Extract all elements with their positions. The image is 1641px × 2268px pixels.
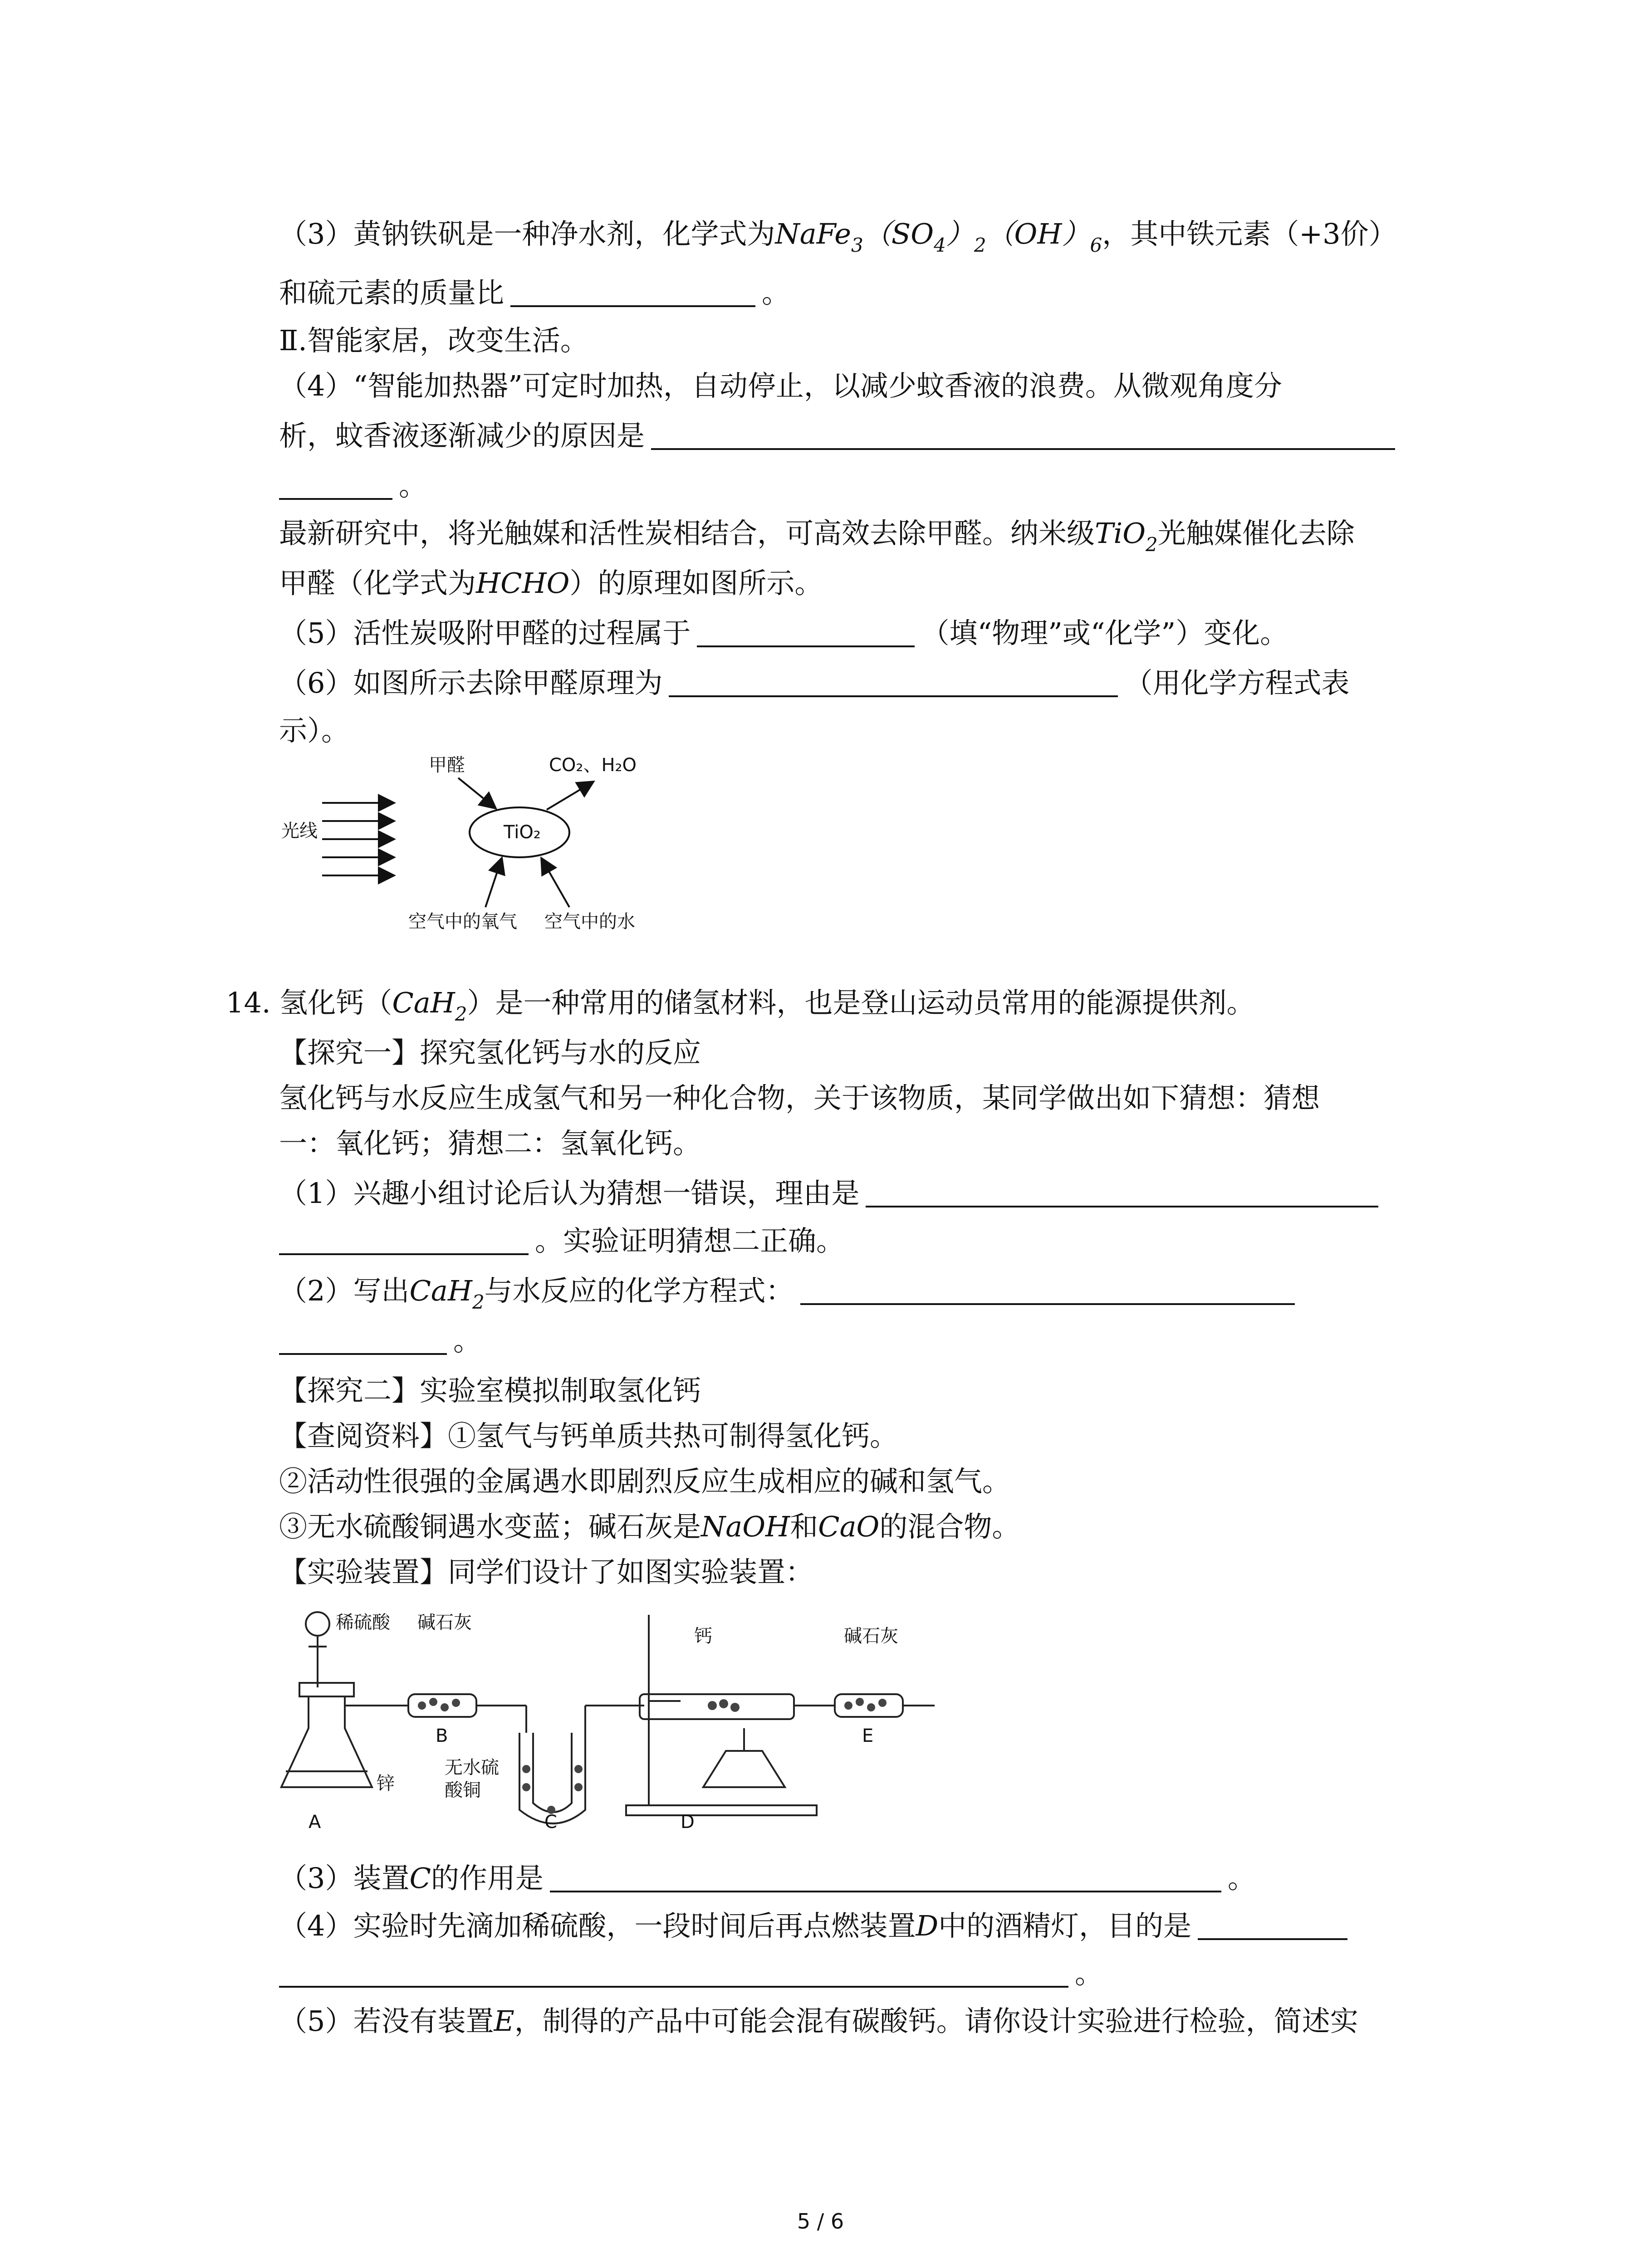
q13-part3-line2: 和硫元素的质量比 。: [279, 276, 790, 309]
alcohol-lamp: [703, 1751, 785, 1787]
cuso4-label-2: 酸铜: [445, 1780, 481, 1801]
answer-blank[interactable]: [651, 425, 1395, 450]
q13-part3-text: （3）黄钠铁矾是一种净水剂，化学式为: [279, 217, 775, 250]
label-e: E: [862, 1725, 874, 1746]
explore-1-heading: 【探究一】探究氢化钙与水的反应: [279, 1036, 701, 1069]
granules: [418, 1698, 887, 1814]
answer-blank[interactable]: [550, 1868, 1221, 1892]
answer-blank[interactable]: [279, 1231, 529, 1255]
label-d: D: [681, 1812, 695, 1833]
section-2-heading: Ⅱ.智能家居，改变生活。: [279, 324, 588, 357]
q14-text-line2: 一：氧化钙；猜想二：氢氧化钙。: [279, 1127, 701, 1160]
cuso4-label-1: 无水硫: [445, 1757, 499, 1778]
answer-blank[interactable]: [279, 475, 392, 500]
acid-label: 稀硫酸: [336, 1612, 390, 1633]
soda-lime-e-label: 碱石灰: [844, 1626, 898, 1647]
apparatus-diagram: [272, 1597, 962, 1833]
q13-part6-line1: （6）如图所示去除甲醛原理为 （用化学方程式表: [279, 666, 1350, 699]
label-c: C: [544, 1812, 557, 1833]
q13-part3-text2: ，其中铁元素（+3价）: [1102, 217, 1397, 250]
answer-blank[interactable]: [279, 1330, 447, 1355]
label-b: B: [436, 1725, 448, 1746]
formula-nafe3: $NaFe_3(SO_4)_2(OH)_6$: [775, 217, 1102, 256]
tio2-label: TiO₂: [504, 822, 541, 843]
water-label: 空气中的水: [544, 911, 635, 932]
answer-blank[interactable]: [1198, 1916, 1347, 1940]
q14-part2-line1: （2）写出CaH$_2$与水反应的化学方程式：: [279, 1277, 1301, 1305]
q14-part4-line2: 。: [279, 1960, 1103, 1988]
q14-part4-line1: （4）实验时先滴加稀硫酸，一段时间后再点燃装置D中的酒精灯，目的是: [279, 1912, 1354, 1940]
q13-part4-line1: （4）“智能加热器”可定时加热，自动停止，以减少蚊香液的浪费。从微观角度分: [279, 369, 1282, 402]
products-label: CO₂、H₂O: [549, 755, 637, 776]
q13-intro-line2: 甲醛（化学式为HCHO）的原理如图所示。: [279, 567, 823, 600]
explore-2-heading: 【探究二】实验室模拟制取氢化钙: [279, 1374, 701, 1407]
q14-part5: （5）若没有装置E，制得的产品中可能会混有碳酸钙。请你设计实验进行检验，简述实: [279, 2004, 1358, 2038]
reference-3: ③无水硫酸铜遇水变蓝；碱石灰是NaOH和CaO的混合物。: [279, 1510, 1020, 1543]
tube-d: [640, 1694, 794, 1719]
q14-text-line1: 氢化钙与水反应生成氢气和另一种化合物，关于该物质，某同学做出如下猜想：猜想: [279, 1081, 1320, 1114]
q14-part1-line1: （1）兴趣小组讨论后认为猜想一错误，理由是: [279, 1179, 1385, 1207]
q13-part4-line3: 。: [279, 472, 427, 500]
calcium-label: 钙: [694, 1626, 712, 1647]
flask-a: [281, 1696, 372, 1787]
device-heading: 【实验装置】同学们设计了如图实验装置：: [279, 1555, 814, 1589]
q13-part3-line1: [279, 217, 1397, 256]
reference-1: 【查阅资料】①氢气与钙单质共热可制得氢化钙。: [279, 1419, 898, 1452]
q13-part5: （5）活性炭吸附甲醛的过程属于 （填“物理”或“化学”）变化。: [279, 616, 1288, 650]
zinc-label: 锌: [377, 1773, 395, 1794]
photocatalyst-diagram: [272, 744, 681, 934]
answer-blank[interactable]: [800, 1281, 1295, 1305]
reference-2: ②活动性很强的金属遇水即剧烈反应生成相应的碱和氢气。: [279, 1465, 1011, 1498]
light-label: 光线: [281, 821, 318, 841]
answer-blank[interactable]: [866, 1183, 1378, 1207]
answer-blank[interactable]: [279, 1963, 1068, 1988]
q14-part1-line2: 。实验证明猜想二正确。: [279, 1227, 844, 1255]
answer-blank[interactable]: [510, 283, 755, 307]
q14-part2-line2: 。: [279, 1327, 481, 1355]
q13-intro-line1: 最新研究中，将光触媒和活性炭相结合，可高效去除甲醛。纳米级TiO$_2$光触媒催化去除: [279, 517, 1355, 556]
q13-part4-line2: 析，蚊香液逐渐减少的原因是: [279, 422, 1401, 450]
soda-lime-b-label: 碱石灰: [417, 1612, 472, 1633]
q14-intro: 14. 氢化钙（CaH$_2$）是一种常用的储氢材料，也是登山运动员常用的能源提供剂。: [226, 986, 1255, 1025]
page-number: 5 / 6: [797, 2209, 844, 2234]
light-arrows: [322, 803, 392, 875]
answer-blank[interactable]: [697, 623, 915, 647]
formaldehyde-label: 甲醛: [429, 755, 465, 776]
label-a: A: [309, 1812, 321, 1833]
q14-part3: （3）装置C的作用是 。: [279, 1862, 1256, 1895]
oxygen-label: 空气中的氧气: [408, 911, 517, 932]
q13-part6-line2: 示）。: [279, 714, 350, 747]
answer-blank[interactable]: [669, 673, 1118, 697]
